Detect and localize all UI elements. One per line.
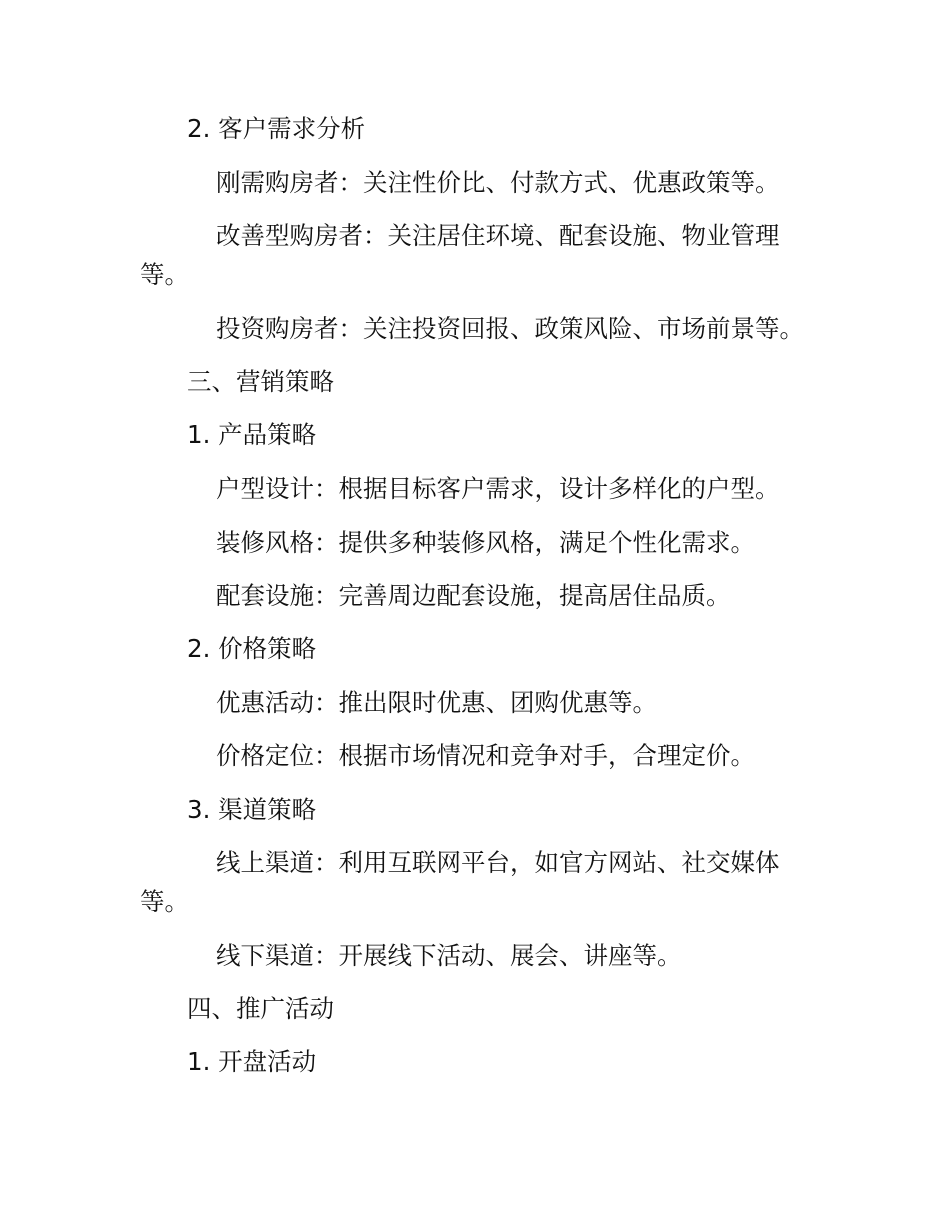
paragraph-line: 刚需购房者：关注性价比、付款方式、优惠政策等。 (216, 168, 780, 197)
subheading-customer-needs: 2. 客户需求分析 (187, 114, 366, 143)
paragraph-line: 线下渠道：开展线下活动、展会、讲座等。 (216, 941, 682, 970)
subheading-channel: 3. 渠道策略 (187, 795, 317, 824)
paragraph-line: 线上渠道：利用互联网平台，如官方网站、社交媒体 (216, 848, 780, 877)
subheading-product: 1. 产品策略 (187, 420, 317, 449)
section-heading-promotion: 四、推广活动 (187, 994, 334, 1023)
paragraph-line: 价格定位：根据市场情况和竞争对手，合理定价。 (216, 741, 755, 770)
subheading-price: 2. 价格策略 (187, 634, 317, 663)
paragraph-line: 户型设计：根据目标客户需求，设计多样化的户型。 (216, 474, 780, 503)
paragraph-line-wrap: 等。 (140, 887, 189, 916)
paragraph-line: 装修风格：提供多种装修风格，满足个性化需求。 (216, 528, 755, 557)
paragraph-line: 改善型购房者：关注居住环境、配套设施、物业管理 (216, 221, 780, 250)
paragraph-line: 投资购房者：关注投资回报、政策风险、市场前景等。 (216, 314, 804, 343)
subheading-opening: 1. 开盘活动 (187, 1047, 317, 1076)
section-heading-marketing: 三、营销策略 (187, 367, 334, 396)
paragraph-line: 优惠活动：推出限时优惠、团购优惠等。 (216, 688, 657, 717)
paragraph-line-wrap: 等。 (140, 260, 189, 289)
paragraph-line: 配套设施：完善周边配套设施，提高居住品质。 (216, 581, 731, 610)
